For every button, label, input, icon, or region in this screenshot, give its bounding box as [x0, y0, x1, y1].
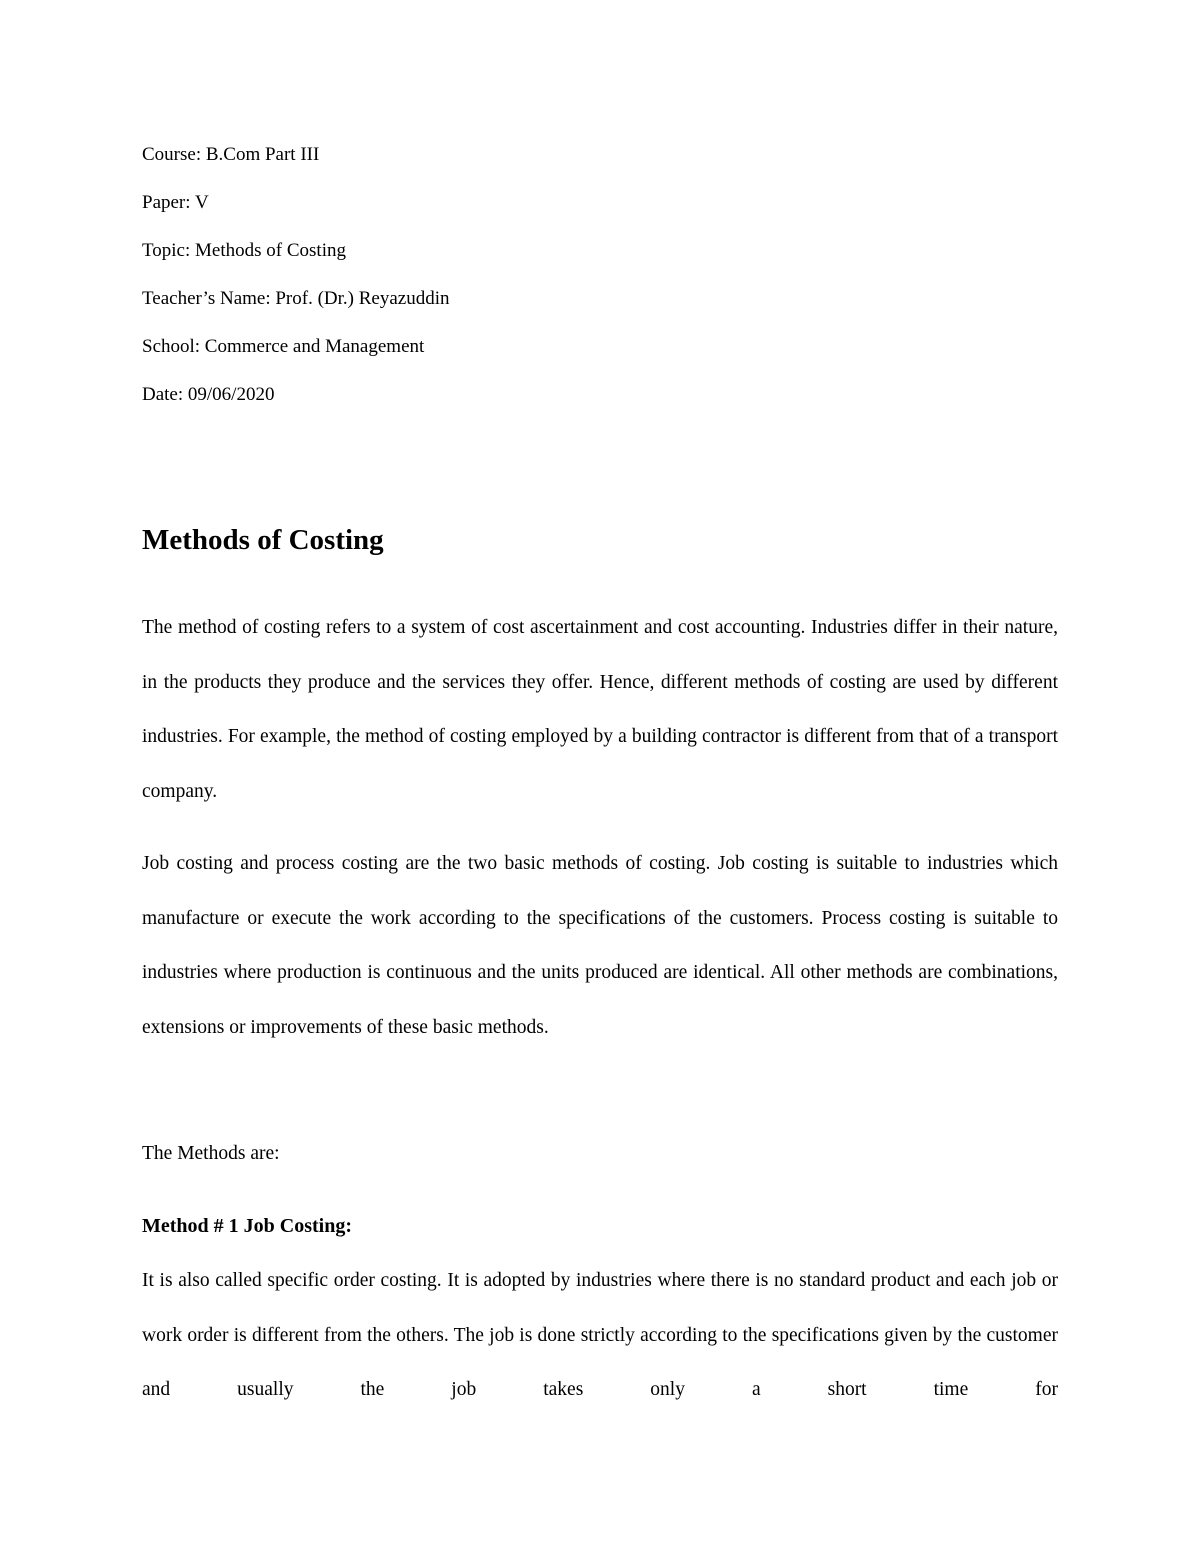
- date-line: Date: 09/06/2020: [142, 384, 275, 405]
- method-1-heading: Method # 1 Job Costing:: [142, 1215, 353, 1237]
- course-line: Course: B.Com Part III: [142, 144, 320, 165]
- methods-intro-line: The Methods are:: [142, 1143, 280, 1164]
- method-1-paragraph: It is also called specific order costing. It is adopted by industries where there is no standard product and each job or work order is different from the others. The job is done strictly according to the specifications given by the customer and usually the job takes only a short time for: [142, 1270, 1058, 1400]
- intro-paragraph: The method of costing refers to a system of cost ascertainment and cost accounting. Industries differ in their nature, in the products they produce and the services they offer. Hence, different methods of costing are used by different industries. For example, the method of costing employed by a building contractor is different from that of a transport company.: [142, 617, 1058, 802]
- topic-line: Topic: Methods of Costing: [142, 240, 346, 261]
- paper-line: Paper: V: [142, 192, 209, 213]
- basic-methods-paragraph: Job costing and process costing are the two basic methods of costing. Job costing is suitable to industries which manufacture or execute the work according to the specifications of the customers. Process costing is suitable to industries where production is continuous and the units produced are identical. All other methods are combinations, extensions or improvements of these basic methods.: [142, 853, 1058, 1038]
- page-title: Methods of Costing: [142, 524, 384, 556]
- school-line: School: Commerce and Management: [142, 336, 425, 357]
- teacher-line: Teacher’s Name: Prof. (Dr.) Reyazuddin: [142, 288, 450, 309]
